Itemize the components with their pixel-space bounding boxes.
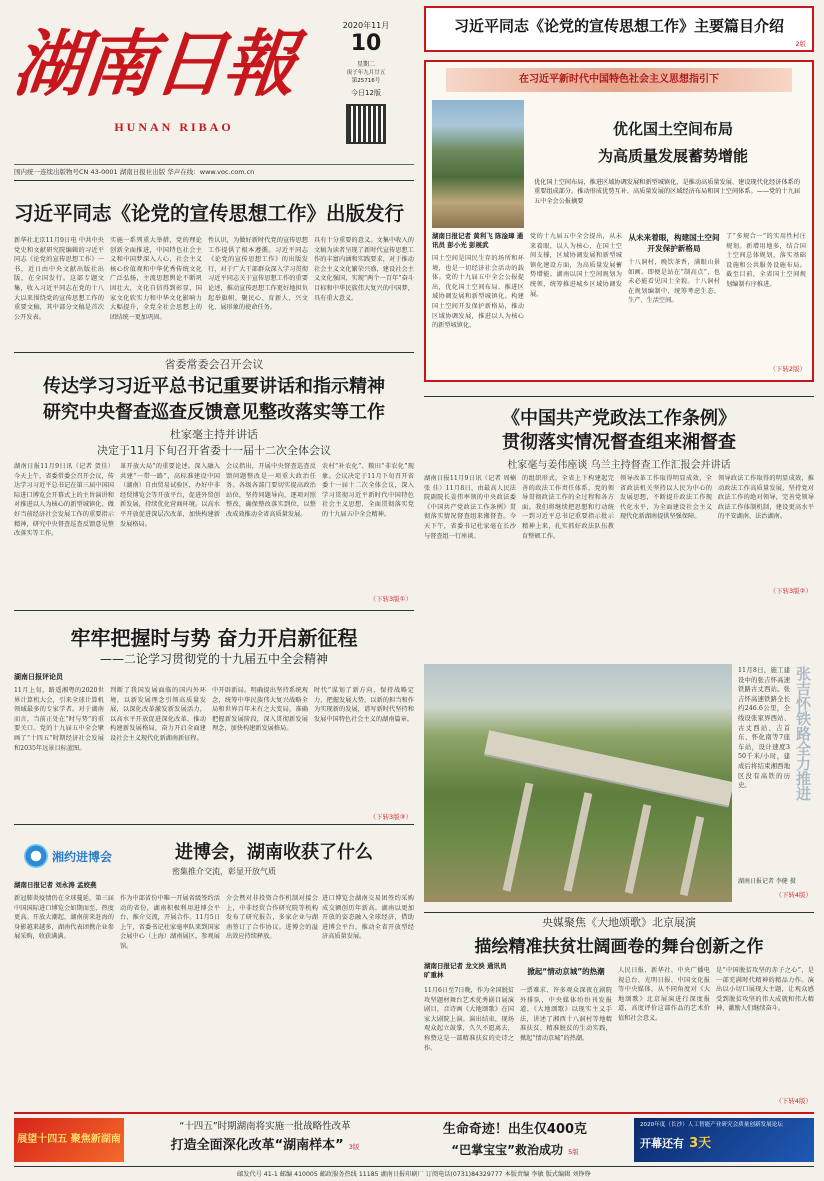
footer-imprint: 邮发代号 41-1 邮编 410005 邮政服务热线 11185 湖南日报印刷厂 订阅电话(0731)84329777 本版责编 李敏 版式编辑 刘铮铮	[237, 1171, 591, 1178]
masthead-title: 湖南日報	[9, 21, 299, 106]
feature-box: 在习近平新时代中国特色社会主义思想指引下 优化国土空间布局 为高质量发展蓄势增能 优化国土空间布局，推进区域协调发展和新型城镇化，是推动高质量发展、建设现代化经济体系的重要组成部分。推动形成优势互补、高质量发展的区域经济布局和国土空间体系。——党的十九届五中全会公报摘要 湖南日报记者 黄利飞 陈淦璋 通讯员 彭小光 彭展武 国土空间是国民生存的场所和环境，也是一切经济社会活动的载体。党的十九届五中全会公报提出，优化国土空间布局，推进区域协调发展和新型城镇化。构建国土空间开发保护新格局，推动区域协调发展，推进以人为核心的新型城镇化。 党的十九届五中全会提出，从未来着眼，以人为核心，在国土空间支撑，区域协调发展和新型城镇化建设方面，为高质量发展蓄势增能。湖南以国土空间规划为统领，统筹推进城乡区域协调发展。 从未来着眼，构建国土空间开发保护新格局 十八洞村，晚饮茶香，满眼山景如画。即便是站在“制高点”，也未必能看见国土全貌。十八洞村在规划编制中，统筹考虑生态、生产、生活空间。 了“多规合一”的实用性村庄规划。新增用地多，结合国土空间总体规划，落实基础设施和公共服务设施布局。截至目前，全省国土空间规划编制有序推进。 （下转2版）	[424, 60, 814, 382]
reform-teaser[interactable]	[130, 1118, 400, 1162]
lead-body-col3: 性认识，为做好新时代党的宣传思想工作提供了根本遵循。习近平同志《论党的宣传思想工作》的出版发行，对于广大干部群众深入学习贯彻习近平同志关于宣传思想工作的重要论述，推动宣传思想工作更好地担负起举旗帜、聚民心、育新人、兴文化、展形象的使命任务。	[208, 237, 308, 312]
study-more[interactable]: （下转3版①）	[369, 595, 412, 603]
lead-body-col2: 实施一系列重大举措，党的理论创新全面推进，中国特色社会主义和中国梦深入人心，社会主义核心价值观和中华优秀传统文化广泛弘扬，主流思想舆论不断巩固壮大，文化自信得到彰显，国家文化软实力和中华文化影响力大幅提升，全党全社会思想上的团结统一更加巩固。	[110, 237, 202, 321]
lunar-date: 庚子年九月廿五	[346, 70, 386, 76]
expo-byline: 湖南日报记者 刘永涛 孟姣燕	[14, 881, 97, 889]
exhibit-body-col4: 是“中国脱贫攻坚的赤子之心”，是一部充满时代精神的精品力作。演出以小切口展现大主题，让观众感受到脱贫攻坚的伟大成就和伟大精神，激励人们继续奋斗。	[716, 967, 814, 1013]
study-host: 杜家毫主持并讲话	[170, 428, 258, 441]
top-banner[interactable]	[424, 6, 814, 52]
editorial-body-col3: 中开辟新局。明确提出坚持系统观念，统筹中华民族伟大复兴战略全局和世界百年未有之大变局，准确把握新发展阶段，深入贯彻新发展理念，加快构建新发展格局。	[212, 687, 308, 733]
law-more[interactable]: （下转3版②）	[769, 587, 812, 595]
study-body-col4: 农村“补农化”、粮田“非农化”现象。会议决定于11月下旬召开省委十一届十二次全体会议，深入学习贯彻习近平新时代中国特色社会主义思想，全面贯彻落实党的十九届五中全会精神。	[322, 463, 414, 518]
weekday: 星期二	[356, 61, 375, 68]
exhibit-title[interactable]: 描绘精准扶贫壮阔画卷的舞台创新之作	[474, 937, 764, 957]
study-kicker: 省委常委会召开会议	[164, 358, 264, 371]
ad-left-text: 展望十四五 聚焦新湖南	[17, 1134, 121, 1145]
expo-logo-text: 湘约进博会	[52, 849, 113, 864]
exhibit-body-col1: 11月6日至7日晚，作为全国脱贫攻坚题材舞台艺术优秀剧目展演剧目，音诗画《大地颂歌》在国家大剧院上演。演出结束，现场观众起立鼓掌，久久不愿离去，称赞这是一部精准扶贫的史诗之作。	[424, 987, 514, 1052]
top-banner-title: 习近平同志《论党的宣传思想工作》主要篇目介绍	[453, 17, 784, 35]
editorial-more[interactable]: （下转3版③）	[369, 813, 412, 821]
birth-page: 5版	[568, 1148, 579, 1156]
expo-logo	[24, 834, 124, 878]
reform-line-1: “十四五”时期湖南将实施一批战略性改革	[179, 1121, 351, 1132]
law-body-col2: 的组织形式，全省上下构建起完善的政法工作责任体系，党的领导贯彻政法工作的全过程和各方面。我们将继续把思想和行动统一到习近平总书记重要指示批示精神上来，扎实抓好政法队伍教育整顿工作。	[522, 475, 614, 540]
railway-more[interactable]: （下转4版）	[775, 891, 812, 899]
expo-title[interactable]: 进博会，湖南收获了什么	[175, 842, 373, 863]
ad-days: 3天	[689, 1136, 712, 1151]
ad-left-banner[interactable]	[14, 1118, 124, 1162]
ad-right-top: 2020年度（长沙）人工智能产业研究会质量创新发展论坛	[640, 1122, 783, 1128]
expo-body-col1: 新冠肺炎疫情仍在全球蔓延，第三届中国国际进口博览会如期而至，热度更高。开放大潮起，湖南前来赶海的身影越来越多，湖南代表团携企业参展采购，收获满满。	[14, 895, 114, 941]
railway-photo[interactable]	[424, 664, 732, 902]
feature-byline: 湖南日报记者 黄利飞 陈淦璋 通讯员 彭小光 彭展武	[432, 232, 524, 249]
birth-line-2: “巴掌宝宝”救治成功	[451, 1143, 564, 1157]
editorial-title[interactable]: 牢牢把握时与势 奋力开启新征程	[70, 626, 358, 650]
page-count: 今日12版	[351, 89, 381, 97]
expo-body-col3: 介会暨对非投资合作机制对接会上，中非经贸合作研究院等机构发布了研究报告，多家企业与湖南签订了合作协议。进博会的溢出效应持续释放。	[226, 895, 318, 941]
masthead-pinyin: HUNAN RIBAO	[114, 120, 234, 134]
exhibit-subhead: 掀起“情动京城”的热潮	[527, 967, 605, 976]
railway-caption: 11月8日，施工建设中的张吉怀高速铁路古丈西站。张吉怀高速铁路全长约246.6公里，全线设张家界西站、古丈西站、吉首东、怀化南等7座车站，设计速度350千米/小时，建成后将结束湘西地区没有高铁的历史。	[738, 667, 790, 790]
lead-body-col1: 新华社北京11月9日电 中共中央党史和文献研究院编辑的习近平同志《论党的宣传思想工作》一书，近日由中央文献出版社出版，在全国发行。这部专题文集，收入习近平同志在党的十八大以来围绕党的宣传思想工作的重要文稿，其中部分文稿是首次公开发表。	[14, 237, 104, 321]
ad-right-banner[interactable]	[634, 1118, 814, 1162]
study-title-2[interactable]: 研究中央督查巡查反馈意见整改落实等工作	[43, 402, 385, 423]
date-year: 2020年11月	[342, 21, 390, 30]
birth-line-1: 生命奇迹！出生仅400克	[442, 1122, 588, 1137]
law-body-col3: 领导改革工作取得明显成效，全省政法机关坚持以人民为中心的发展思想，不断提升政法工作现代化水平，为全面建设社会主义现代化新湖南提供坚强保障。	[620, 475, 712, 521]
feature-kicker-text: 在习近平新时代中国特色社会主义思想指引下	[519, 74, 719, 85]
study-title-1[interactable]: 传达学习习近平总书记重要讲话和指示精神	[43, 376, 385, 397]
exhibit-byline: 湖南日报记者 龙文泱 通讯员 旷重林	[424, 962, 507, 979]
study-body-col3: 会议指出，开展中央督查巡查反馈问题整改是一项重大政治任务。各级各部门要切实提高政治站位，坚持问题导向，逐项对照整改，确保整改落实到位，以整改成效推动全省高质量发展。	[226, 463, 316, 518]
issue-number: 第25716号	[351, 78, 381, 84]
law-body-col4: 领导政法工作取得的明显成效，推动政法工作高质量发展，坚持党对政法工作的绝对领导，完善党领导政法工作体制机制，建设更高水平的平安湖南、法治湖南。	[718, 475, 814, 521]
lead-headline[interactable]: 习近平同志《论党的宣传思想工作》出版发行	[14, 202, 405, 225]
exhibit-body-col3: 人民日报、新华社、中央广播电视总台、光明日报、中国文化报等中央媒体，从不同角度对《大地颂歌》北京展演进行深度报道，高度评价这部作品的艺术价值和社会意义。	[618, 967, 710, 1022]
exhibit-more[interactable]: （下转4版）	[775, 1097, 812, 1105]
birth-teaser[interactable]	[400, 1118, 630, 1162]
masthead-logo	[9, 14, 332, 144]
ad-right-bottom: 开幕还有	[640, 1137, 684, 1150]
law-host: 杜家毫与姜伟座谈 乌兰主持督查工作汇报会并讲话	[507, 460, 731, 471]
masthead-info-bar: 国内统一连续出版物号CN 43-0001 湖南日报社出版 华声在线：www.voc.com.cn	[14, 164, 414, 176]
reform-page: 3版	[348, 1143, 360, 1151]
editorial-subtitle: ——二论学习贯彻党的十九届五中全会精神	[99, 652, 328, 666]
editorial-body-col4: 时代”谋划了新方向，保持战略定力，把握发展大势，以新的担当和作为实现新的发展，谱写新时代坚持和发展中国特色社会主义的湖南篇章。	[314, 687, 414, 723]
feature-more[interactable]: （下转2版）	[769, 365, 806, 373]
railway-vertical-title	[792, 666, 812, 866]
lead-body-col4: 具有十分重要的意义。文集中收入的文稿为读者呈现了新时代宣传思想工作的丰富内涵和实践要求，对于推动社会主义文化繁荣兴盛，建设社会主义文化强国，实现“两个一百年”奋斗目标和中华民族伟大复兴的中国梦，具有重大意义。	[314, 237, 414, 302]
law-title-1[interactable]: 《中国共产党政法工作条例》	[502, 408, 736, 429]
expo-subhead: 密集推介交流，彰显开放气质	[172, 867, 276, 876]
feature-subhead: 从未来着眼，构建国土空间开发保护新格局	[628, 233, 720, 253]
top-banner-page: 2版	[795, 40, 806, 48]
exhibit-kicker: 央媒聚焦《大地颂歌》北京展演	[542, 916, 696, 929]
editorial-body-col1: 11月上旬，路遥湘粤的2020世界计算机大会，引来全球计算机领域最多的专家学者。对于湖南而言，当前正处在“时与势”的重要关口。党的十九届五中全会擘画了“十四五”时期经济社会发展和2035年远景目标蓝图。	[14, 687, 104, 752]
railway-vertical-title-text: 张吉怀铁路全力推进	[794, 666, 812, 801]
expo-body-col4: 进口博览会湖南交易团签约采购成交额创历年新高。湖南以更加开放的姿态融入全球经济，借助进博会平台，推动全省开放型经济高质量发展。	[322, 895, 414, 941]
qr-code[interactable]	[346, 104, 386, 144]
feature-title-2: 为高质量发展蓄势增能	[597, 147, 748, 165]
study-body-col1: 湖南日报11月9日讯（记者 贺佳）今天上午，省委常委会召开会议，传达学习习近平总书记在第三届中国国际进口博览会开幕式上的主旨演讲和对推进以人为核心的新型城镇化、做好当前经济社会发展工作的重要指示精神，研究中央督查巡查反馈意见整改落实等工作。	[14, 463, 114, 538]
law-title-2[interactable]: 贯彻落实情况督查组来湘督查	[502, 432, 736, 453]
study-body-col2: 革开放大局”的重要论述。深入融入共建“一带一路”，高标准建设中国（湖南）自由贸易试验区，办好中非经贸博览会等开放平台，促进外贸创新发展，持续优化营商环境。以高水平开放促进深层次改革，加快构建新发展格局。	[120, 463, 220, 528]
expo-body-col2: 作为中部省份中唯一开展省级签约活动的省份，湖南积极利用进博会平台，推介交流，开展合作。11月5日上午，省委书记杜家毫率队来到国家会展中心（上海）湖南展区，参观展馆。	[120, 895, 220, 950]
date-block	[336, 20, 396, 144]
railway-credit: 湖南日报记者 李健 摄	[738, 878, 796, 885]
feature-title-1: 优化国土空间布局	[612, 120, 733, 138]
feature-kicker	[446, 68, 792, 92]
feature-photo	[432, 100, 524, 228]
editorial-byline: 湖南日报评论员	[14, 673, 63, 681]
law-body-col1: 湖南日报11月9日讯（记者 周楠 张 佳）11月8日，由最高人民法院副院长姜伟率领的中央政法委《中国共产党政法工作条例》贯彻落实情况督查组来湘督查。今天下午，省委书记杜家毫在长沙与督查组一行座谈。	[424, 475, 516, 540]
feature-summary: 优化国土空间布局，推进区域协调发展和新型城镇化，是推动高质量发展、建设现代化经济体系的重要组成部分。推动形成优势互补、高质量发展的区域经济布局和国土空间体系。——党的十九届五中全会公报摘要	[534, 179, 801, 205]
ciie-icon	[24, 844, 48, 868]
exhibit-body-col2: 一票难求、许多观众深夜在剧院外排队，中央媒体纷纷刊发报道，《大地颂歌》以现实主义手法，讲述了湘西十八洞村等地精准扶贫、精准脱贫的生动实践，掀起“情动京城”的热潮。	[520, 987, 612, 1042]
study-decision: 决定于11月下旬召开省委十一届十二次全体会议	[97, 444, 331, 457]
date-day: 10	[350, 31, 382, 56]
editorial-body-col2: 判断了我国发展面临的国内外环境，以新发展理念引领高质量发展，以深化改革激发新发展活力，以高水平开放促进深化改革，推动构建新发展格局，奋力开启全面建设社会主义现代化新湖南新征程。	[110, 687, 206, 742]
reform-line-2: 打造全面深化改革“湖南样本”	[170, 1138, 344, 1153]
